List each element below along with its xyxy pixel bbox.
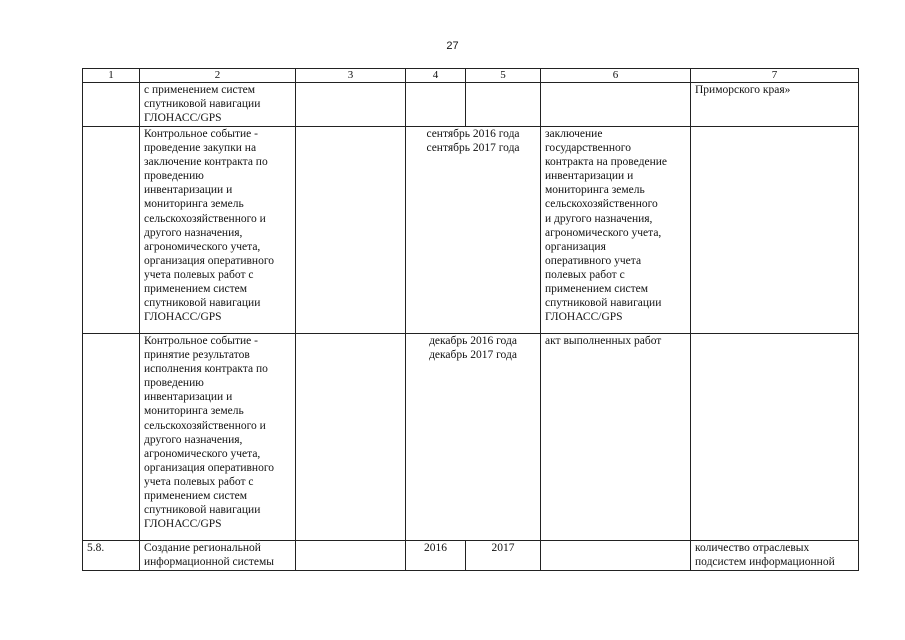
activity-line: проведение закупки на	[144, 142, 257, 155]
indicator-cell	[691, 83, 859, 127]
activity-line: исполнения контракта по	[144, 363, 268, 376]
result-cell	[541, 334, 691, 541]
activity-line: организация оперативного	[144, 254, 275, 267]
activity-cell	[140, 83, 296, 127]
activity-line: применением систем	[144, 490, 248, 503]
activity-line: агрономического учета,	[144, 447, 261, 460]
activity-line: другого назначения,	[144, 433, 243, 446]
start-year-cell	[406, 83, 466, 127]
column-header-5: 5	[466, 69, 541, 83]
activity-cell	[140, 334, 296, 541]
indicator-line: Приморского края»	[695, 84, 791, 96]
row-number-cell: 5.8.	[83, 541, 140, 571]
result-line: и другого назначения,	[545, 212, 653, 225]
row-number-cell	[83, 83, 140, 127]
activity-line: другого назначения,	[144, 226, 243, 239]
column-header-4: 4	[406, 69, 466, 83]
date-line: сентябрь 2017 года	[426, 142, 520, 155]
activity-line: ГЛОНАСС/GPS	[144, 311, 222, 324]
result-line: контракта на проведение	[545, 156, 667, 169]
activity-line: спутниковой навигации	[144, 297, 261, 310]
activity-line: инвентаризации и	[144, 184, 233, 197]
indicator-line: количество отраслевых	[695, 542, 810, 554]
activity-line: принятие результатов	[144, 349, 250, 362]
date-line: сентябрь 2016 года	[426, 128, 520, 140]
date-line: декабрь 2016 года	[429, 335, 517, 347]
activity-cell	[140, 127, 296, 334]
activity-line: инвентаризации и	[144, 391, 233, 404]
column-3-cell	[296, 541, 406, 571]
indicator-cell	[691, 127, 859, 334]
activity-line: учета полевых работ с	[144, 268, 254, 281]
column-header-3: 3	[296, 69, 406, 83]
activity-line: организация оперативного	[144, 461, 275, 474]
end-year-cell: 2017	[466, 541, 541, 571]
result-line: применением систем	[545, 283, 649, 296]
table-row	[83, 127, 859, 334]
date-cell	[406, 127, 541, 334]
result-line: инвентаризации и	[545, 170, 634, 183]
activity-line: с применением систем	[144, 84, 256, 96]
column-header-7: 7	[691, 69, 859, 83]
date-cell	[406, 334, 541, 541]
result-line: оперативного учета	[545, 254, 642, 267]
table-row	[83, 541, 859, 571]
result-line: акт выполненных работ	[545, 335, 662, 347]
result-line: мониторинга земель	[545, 184, 645, 197]
result-cell	[541, 541, 691, 571]
activity-line: сельскохозяйственного и	[144, 419, 266, 432]
start-year-cell: 2016	[406, 541, 466, 571]
activity-line: проведению	[144, 377, 204, 390]
result-line: государственного	[545, 142, 631, 155]
column-3-cell	[296, 83, 406, 127]
activity-line: мониторинга земель	[144, 198, 244, 211]
activity-line: Контрольное событие -	[144, 335, 258, 347]
activity-line: ГЛОНАСС/GPS	[144, 112, 222, 125]
activity-line: спутниковой навигации	[144, 504, 261, 517]
end-year-cell	[466, 83, 541, 127]
table-row	[83, 83, 859, 127]
result-line: спутниковой навигации	[545, 297, 662, 310]
result-cell	[541, 83, 691, 127]
activity-line: информационной системы	[144, 556, 275, 569]
activity-line: Контрольное событие -	[144, 128, 258, 140]
activity-line: спутниковой навигации	[144, 98, 261, 111]
row-number-cell	[83, 127, 140, 334]
activity-line: мониторинга земель	[144, 405, 244, 418]
result-line: заключение	[545, 128, 603, 140]
column-header-2: 2	[140, 69, 296, 83]
activity-line: применением систем	[144, 283, 248, 296]
activity-line: проведению	[144, 170, 204, 183]
column-number-row	[83, 69, 859, 83]
result-line: сельскохозяйственного	[545, 198, 658, 211]
activity-line: ГЛОНАСС/GPS	[144, 518, 222, 531]
activity-line: заключение контракта по	[144, 156, 268, 169]
indicator-line: подсистем информационной	[695, 556, 835, 569]
column-3-cell	[296, 334, 406, 541]
activity-line: учета полевых работ с	[144, 475, 254, 488]
result-line: организация	[545, 240, 606, 253]
indicator-cell	[691, 541, 859, 571]
indicator-cell	[691, 334, 859, 541]
result-line: полевых работ с	[545, 268, 625, 281]
date-line: декабрь 2017 года	[429, 349, 517, 362]
plan-table	[82, 68, 859, 571]
result-line: агрономического учета,	[545, 226, 662, 239]
column-header-6: 6	[541, 69, 691, 83]
row-number-cell	[83, 334, 140, 541]
result-cell	[541, 127, 691, 334]
activity-cell	[140, 541, 296, 571]
column-3-cell	[296, 127, 406, 334]
column-header-1: 1	[83, 69, 140, 83]
activity-line: сельскохозяйственного и	[144, 212, 266, 225]
result-line: ГЛОНАСС/GPS	[545, 311, 623, 324]
activity-line: агрономического учета,	[144, 240, 261, 253]
page-number: 27	[446, 40, 459, 52]
activity-line: Создание региональной	[144, 542, 261, 554]
table-row	[83, 334, 859, 541]
